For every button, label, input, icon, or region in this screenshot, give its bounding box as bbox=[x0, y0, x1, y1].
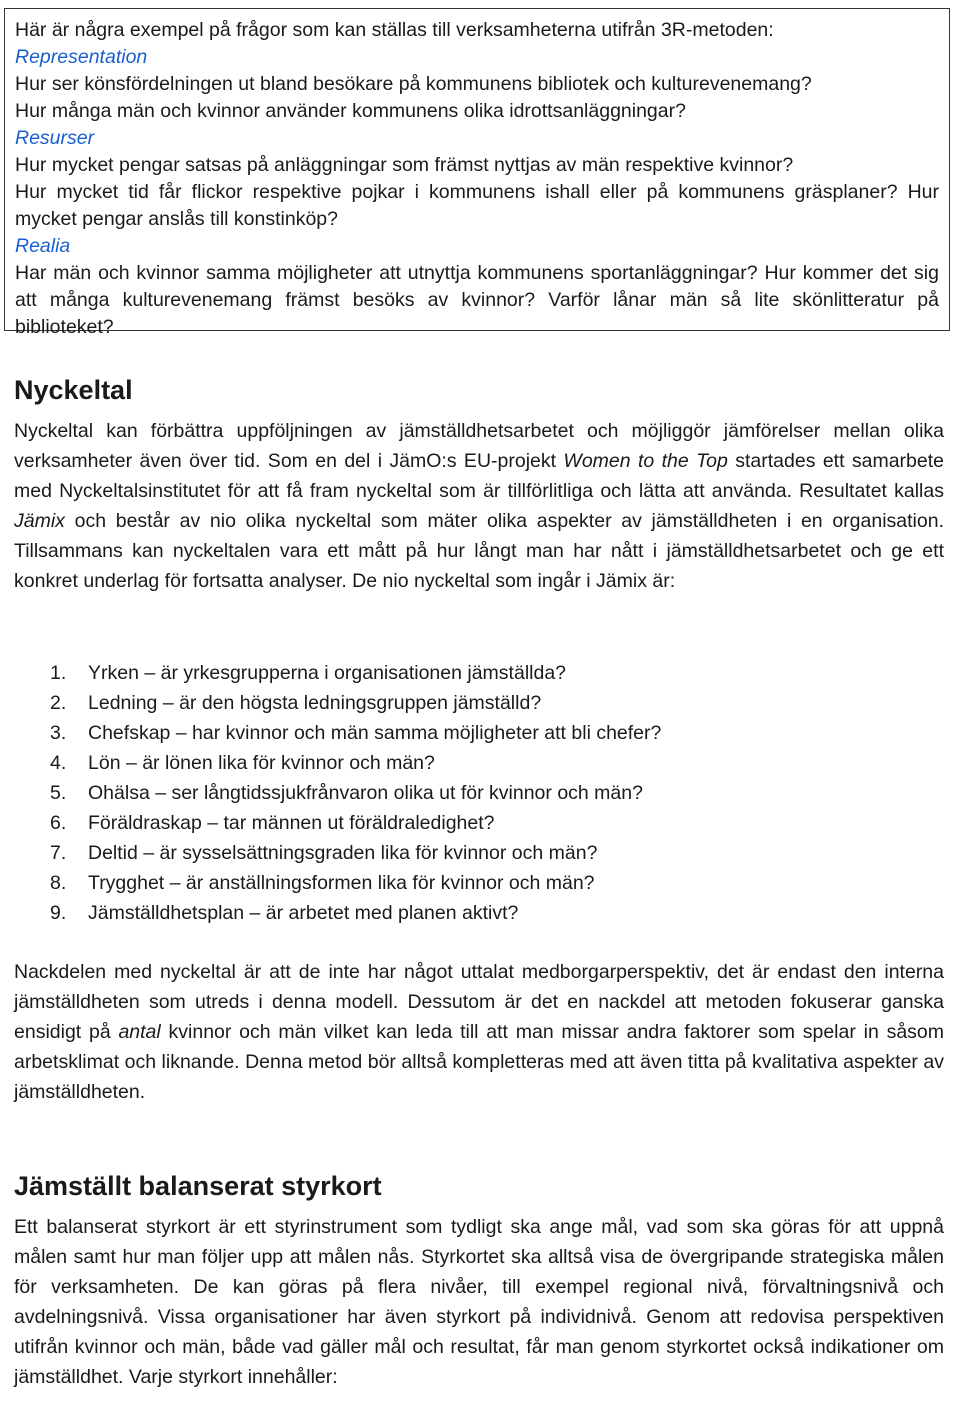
paragraph-nyckeltal-drawbacks: Nackdelen med nyckeltal är att de inte har något uttalat medborgarperspektiv, det är endast den interna jämställdheten som utreds i denna modell. Dessutom är det en nackdel att metoden fokuserar ganska ensidigt på antal kvinnor och män vilket kan leda till att man missar andra faktorer som spelar in såsom arbetsklimat och liknande. Denna metod bör alltså kompletteras med att även titta på kvalitativa aspekter av jämställdheten. bbox=[14, 961, 944, 1103]
question-text: Hur ser könsfördelningen ut bland besökare på kommunens bibliotek och kulturevenemang? bbox=[15, 73, 812, 95]
list-item: 9. Jämställdhetsplan – är arbetet med planen aktivt? bbox=[50, 902, 519, 924]
list-item: 2. Ledning – är den högsta ledningsgruppen jämställd? bbox=[50, 692, 542, 714]
list-item: 5. Ohälsa – ser långtidssjukfrånvaron olika ut för kvinnor och män? bbox=[50, 782, 643, 804]
category-heading-representation: Representation bbox=[15, 46, 148, 68]
question-text: Hur mycket pengar satsas på anläggningar som främst nyttjas av män respektive kvinnor? bbox=[15, 154, 794, 176]
category-heading-resurser: Resurser bbox=[15, 127, 95, 149]
paragraph-styrkort: Ett balanserat styrkort är ett styrinstrument som tydligt ska ange mål, vad som ska göras för att uppnå målen samt hur man följer upp att målen nås. Styrkortet ska alltså visa de övergripande strategiska målen för verksamheten. De kan göras på flera nivåer, till exempel regional nivå, förvaltningsnivå och avdelningsnivå. Vissa organisationer har även styrkort på individnivå. Genom att redovisa perspektiven utifrån kvinnor och män, både vad gäller mål och resultat, får man genom styrkortet också indikationer om jämställdhet. Varje styrkort innehåller: bbox=[14, 1216, 944, 1388]
question-text: Hur många män och kvinnor använder kommunens olika idrottsanläggningar? bbox=[15, 100, 686, 122]
question-text: Hur mycket tid får flickor respektive pojkar i kommunens ishall eller på kommunens gräsplaner? Hur mycket pengar anslås till konstinköp? bbox=[15, 181, 939, 230]
list-item: 7. Deltid – är sysselsättningsgraden lika för kvinnor och män? bbox=[50, 842, 598, 864]
example-questions-box bbox=[4, 8, 950, 338]
list-item: 3. Chefskap – har kvinnor och män samma möjligheter att bli chefer? bbox=[50, 722, 662, 744]
list-item: 6. Föräldraskap – tar männen ut föräldraledighet? bbox=[50, 812, 495, 834]
list-item: 8. Trygghet – är anställningsformen lika för kvinnor och män? bbox=[50, 872, 595, 894]
box-intro: Här är några exempel på frågor som kan ställas till verksamheterna utifrån 3R-metoden: bbox=[15, 19, 774, 41]
heading-nyckeltal: Nyckeltal bbox=[14, 375, 133, 405]
list-item: 1. Yrken – är yrkesgrupperna i organisationen jämställda? bbox=[50, 662, 567, 684]
question-text: Har män och kvinnor samma möjligheter att utnyttja kommunens sportanläggningar? Hur kommer det sig att många kulturevenemang främst besöks av kvinnor? Varför lånar män så lite skönlitteratur på biblioteket? bbox=[15, 262, 939, 338]
list-item: 4. Lön – är lönen lika för kvinnor och män? bbox=[50, 752, 435, 774]
heading-styrkort: Jämställt balanserat styrkort bbox=[14, 1171, 382, 1201]
paragraph-nyckeltal-intro: Nyckeltal kan förbättra uppföljningen av jämställdhetsarbetet och möjliggör jämförelser mellan olika verksamheter även över tid. Som en del i JämO:s EU-projekt Women to the Top startades ett samarbete med Nyckeltalsinstitutet för att få fram nyckeltal som är tillförlitliga och lätta att använda. Resultatet kallas Jämix och består av nio olika nyckeltal som mäter olika aspekter av jämställdheten i en organisation. Tillsammans kan nyckeltalen vara ett mått på hur långt man har nått i jämställdhetsarbetet och ge ett konkret underlag för fortsatta analyser. De nio nyckeltal som ingår i Jämix är: bbox=[14, 420, 944, 592]
jamix-list bbox=[50, 658, 661, 928]
category-heading-realia: Realia bbox=[15, 235, 71, 257]
